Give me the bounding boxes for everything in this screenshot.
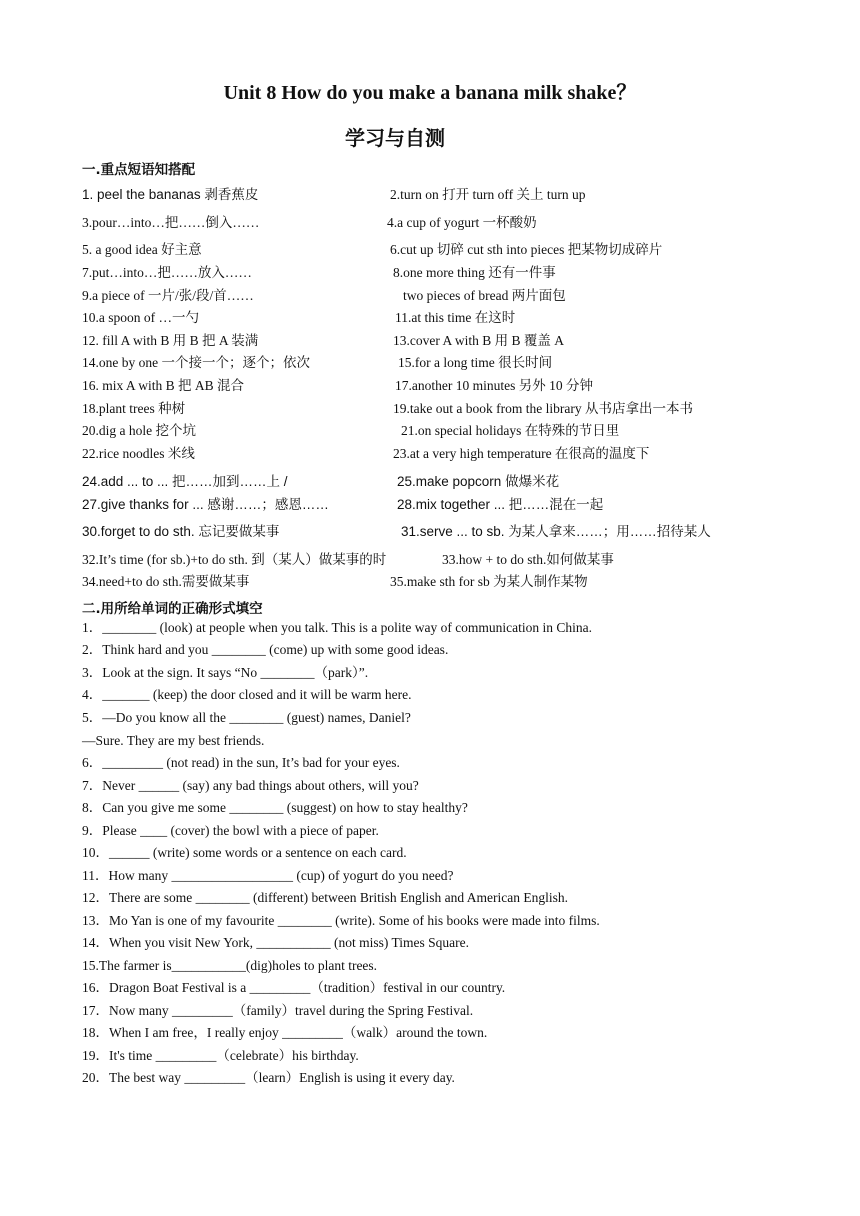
phrase-left-17: 34.need+to do sth.需要做某事 <box>82 574 250 589</box>
exercise-item-6: 6．_________ (not read) in the sun, It’s bad for your eyes. <box>82 755 400 770</box>
exercise-item-15: 15.The farmer is___________(dig)holes to plant trees. <box>82 958 378 973</box>
phrase-left-12: 22.rice noodles 米线 <box>82 446 195 461</box>
exercise-item-2: 2．Think hard and you ________ (come) up with some good ideas. <box>82 642 449 657</box>
section1-heading: 一.重点短语知搭配 <box>82 162 196 178</box>
phrase-left-13: 24.add ... to ... 把……加到……上 / <box>82 474 288 489</box>
exercise-item-4: 4．_______ (keep) the door closed and it will be warm here. <box>82 687 412 702</box>
phrase-right-4: 8.one more thing 还有一件事 <box>393 265 556 280</box>
phrase-left-8: 14.one by one 一个接一个；逐个；依次 <box>82 355 310 370</box>
phrase-right-2: 4.a cup of yogurt 一杯酸奶 <box>387 215 537 230</box>
phrase-right-3: 6.cut up 切碎 cut sth into pieces 把某物切成碎片 <box>390 242 663 257</box>
exercise-item-8: 8．Can you give me some ________ (suggest) on how to stay healthy? <box>82 800 468 815</box>
exercise-item-14: 14．When you visit New York, ___________ (not miss) Times Square. <box>82 935 470 950</box>
exercise-item-18: 18．When I am free，I really enjoy _________（walk）around the town. <box>82 1025 488 1040</box>
phrase-left-14: 27.give thanks for ... 感谢……；感恩…… <box>82 497 329 512</box>
exercise-item-19: 19．It's time _________（celebrate）his birthday. <box>82 1048 359 1063</box>
phrase-right-5: two pieces of bread 两片面包 <box>403 288 566 303</box>
exercise-item-17: 17．Now many _________（family）travel during the Spring Festival. <box>82 1003 474 1018</box>
phrase-right-16: 33.how + to do sth.如何做某事 <box>442 552 614 567</box>
phrase-right-1: 2.turn on 打开 turn off 关上 turn up <box>390 187 586 202</box>
phrase-right-14: 28.mix together ... 把……混在一起 <box>397 497 604 512</box>
exercise-item-5-answer: —Sure. They are my best friends. <box>82 733 265 748</box>
phrase-right-6: 11.at this time 在这时 <box>395 310 516 325</box>
page-title: Unit 8 How do you make a banana milk shake？ <box>223 82 637 104</box>
exercise-item-7: 7．Never ______ (say) any bad things about others, will you? <box>82 778 419 793</box>
phrase-right-8: 15.for a long time 很长时间 <box>398 355 553 370</box>
phrase-left-9: 16. mix A with B 把 AB 混合 <box>82 378 245 393</box>
phrase-left-11: 20.dig a hole 挖个坑 <box>82 423 196 438</box>
exercise-item-3: 3．Look at the sign. It says “No ________（park）”. <box>82 665 369 680</box>
phrase-right-12: 23.at a very high temperature 在很高的温度下 <box>393 446 650 461</box>
exercise-item-11: 11．How many __________________ (cup) of yogurt do you need? <box>82 868 454 883</box>
page-subtitle: 学习与自测 <box>345 126 445 150</box>
phrase-left-2: 3.pour…into…把……倒入…… <box>82 215 260 230</box>
exercise-item-12: 12．There are some ________ (different) between British English and American English. <box>82 890 568 905</box>
phrase-right-9: 17.another 10 minutes 另外 10 分钟 <box>395 378 593 393</box>
phrase-left-5: 9.a piece of 一片/张/段/首…… <box>82 288 254 303</box>
phrase-right-10: 19.take out a book from the library 从书店拿出一本书 <box>393 401 693 416</box>
exercise-item-9: 9．Please ____ (cover) the bowl with a piece of paper. <box>82 823 379 838</box>
phrase-right-7: 13.cover A with B 用 B 覆盖 A <box>393 333 564 348</box>
phrase-left-10: 18.plant trees 种树 <box>82 401 186 416</box>
phrase-left-1: 1. peel the bananas 剥香蕉皮 <box>82 187 259 202</box>
phrase-right-11: 21.on special holidays 在特殊的节日里 <box>401 423 620 438</box>
exercise-item-20: 20．The best way _________（learn）English is using it every day. <box>82 1070 455 1085</box>
exercise-item-16: 16．Dragon Boat Festival is a _________（tradition）festival in our country. <box>82 980 506 995</box>
section2-heading: 二.用所给单词的正确形式填空 <box>82 601 263 617</box>
phrase-right-13: 25.make popcorn 做爆米花 <box>397 474 560 489</box>
phrase-left-16: 32.It’s time (for sb.)+to do sth. 到（某人）做某事的时 <box>82 552 387 567</box>
phrase-left-15: 30.forget to do sth. 忘记要做某事 <box>82 524 280 539</box>
phrase-right-17: 35.make sth for sb 为某人制作某物 <box>390 574 588 589</box>
phrase-right-15: 31.serve ... to sb. 为某人拿来……；用……招待某人 <box>401 524 711 539</box>
exercise-item-10: 10．______ (write) some words or a sentence on each card. <box>82 845 407 860</box>
phrase-left-3: 5. a good idea 好主意 <box>82 242 202 257</box>
exercise-item-13: 13．Mo Yan is one of my favourite ________ (write). Some of his books were made into films. <box>82 913 600 928</box>
phrase-left-6: 10.a spoon of …一勺 <box>82 310 199 325</box>
exercise-item-5: 5．—Do you know all the ________ (guest) names, Daniel? <box>82 710 411 725</box>
exercise-item-1: 1．________ (look) at people when you talk. This is a polite way of communication in China. <box>82 620 593 635</box>
phrase-left-4: 7.put…into…把……放入…… <box>82 265 252 280</box>
phrase-left-7: 12. fill A with B 用 B 把 A 装满 <box>82 333 259 348</box>
